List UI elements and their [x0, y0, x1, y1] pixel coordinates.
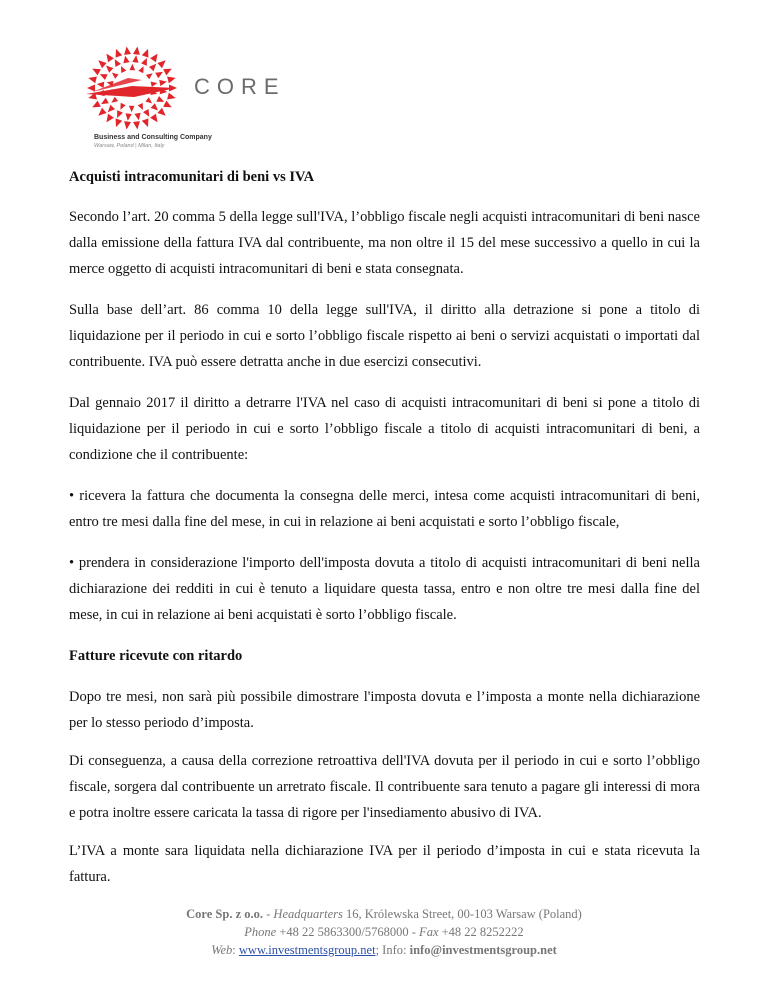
logo-ray [98, 108, 106, 116]
logo-ray [159, 80, 167, 86]
page-footer: Core Sp. z o.o. - Headquarters 16, Królewska Street, 00-103 Warsaw (Poland) Phone +48 22 5863300/5768000 - Fax +48 22 8252222 Web: www.investmentsgroup.net; Info: info@investmentsgroup.net [186, 907, 582, 957]
footer-phone-label: Phone [244, 925, 277, 939]
logo-ray [117, 110, 123, 118]
logo-ray [143, 109, 149, 117]
footer-web-link[interactable]: www.investmentsgroup.net [238, 943, 376, 957]
logo-ray [150, 54, 158, 63]
logo-ray [106, 54, 114, 63]
logo-ray [134, 113, 140, 121]
paragraph-6: L’IVA a monte sara liquidata nella dichiarazione IVA per il periodo d’imposta in cui e stata ricevuta la fattura. [69, 843, 700, 885]
logo-ray [142, 118, 149, 127]
footer-email[interactable]: info@investmentsgroup.net [409, 943, 557, 957]
section-subtitle: Fatture ricevute con ritardo [69, 648, 243, 664]
logo-ray [157, 108, 165, 116]
logo-ray [149, 64, 156, 71]
footer-info-label: Info: [382, 943, 407, 957]
logo-ray [142, 49, 149, 58]
logo-ray [157, 60, 165, 68]
logo-ray [163, 69, 172, 76]
logo-ray [151, 103, 158, 110]
logo-ray [132, 55, 138, 63]
logo-ray [92, 69, 101, 76]
logo-wordmark: CORE [194, 74, 286, 99]
logo-ray [167, 93, 176, 100]
document-body [69, 164, 700, 890]
logo-ray [92, 101, 101, 108]
logo-ray [155, 72, 163, 78]
logo-ray [97, 82, 105, 88]
logo-subline: Warsaw, Poland | Milan, Italy [94, 143, 165, 149]
logo-ray [111, 97, 118, 103]
logo-ray [123, 56, 129, 64]
logo-ray [98, 60, 106, 68]
logo-ray [100, 74, 108, 80]
paragraph-2: Sulla base dell’art. 86 comma 10 della legge sull'IVA, il diritto alla detrazione si pone a titolo di liquidazione per il periodo in cui e sorto l’obbligo fiscale rispetto ai beni o servizi acquistati o importati dal contribuente. IVA può essere detratta anche in due esercizi consecutivi. [69, 302, 700, 370]
logo-ray [138, 66, 143, 73]
document-title: Acquisti intracomunitari di beni vs IVA [69, 169, 315, 185]
logo-ray [133, 121, 140, 129]
logo-ray [108, 105, 115, 112]
logo-ray [124, 121, 131, 129]
bullet-2: • prendera in considerazione l'importo dell'imposta dovuta a titolo di acquisti intracomunitari di beni nella dichiarazione dei redditi in cui è tenuto a liquidare questa tassa, entro e non oltre tre mesi dalla fine del mese, in cui in relazione ai beni acquistati è sorto l’obbligo fiscale. [69, 555, 700, 623]
footer-fax-label: - Fax [411, 925, 439, 939]
logo-tagline: Business and Consulting Company [94, 134, 212, 141]
logo-ray [150, 114, 158, 123]
paragraph-5: Di conseguenza, a causa della correzione retroattiva dell'IVA dovuta per il periodo in cui e sorto l’obbligo fiscale, sorgera dal contribuente un arretrato fiscale. Il contribuente sara tenuto a pagare gli interessi di mora e potra inoltre essere caricata la tassa di rigore per l'insediamento abusivo di IVA. [69, 753, 700, 821]
logo-ray [124, 47, 131, 55]
logo-ray [115, 59, 121, 67]
logo-ray [112, 73, 119, 79]
logo-ray [151, 82, 158, 87]
paragraph-1: Secondo l’art. 20 comma 5 della legge sull'IVA, l’obbligo fiscale negli acquisti intracomunitari di beni nasce dalla emissione della fattura IVA dal contribuente, ma non oltre il 15 del mese successivo a quello in cui la merce oggetto di acquisti intracomunitari di beni e stata consegnata. [69, 209, 700, 277]
logo-ray [120, 103, 125, 110]
logo-ray [133, 47, 140, 55]
logo-ray [138, 103, 143, 110]
logo-ray [106, 114, 114, 123]
footer-company: Core Sp. z o.o. [186, 907, 263, 921]
logo-ray [163, 101, 172, 108]
logo-ray [156, 96, 164, 102]
logo-ray [101, 98, 109, 104]
footer-address: 16, Królewska Street, 00-103 Warsaw (Poland) [345, 907, 582, 921]
paragraph-3: Dal gennaio 2017 il diritto a detrarre l'IVA nel caso di acquisti intracomunitari di beni si pone a titolo di liquidazione per il periodo in cui e sorto l’obbligo fiscale a titolo di acquisti intracomunitari di beni, a condizione che il contribuente: [69, 395, 700, 463]
core-sunburst-icon [72, 42, 192, 137]
logo-ray [145, 97, 152, 103]
logo-ray [130, 64, 136, 70]
logo-ray [146, 73, 153, 79]
logo-ray [126, 113, 132, 121]
logo-ray [106, 66, 113, 73]
company-logo [72, 42, 286, 162]
bullet-1: • ricevera la fattura che documenta la consegna delle merci, intesa come acquisti intracomunitari di beni, entro tre mesi dalla fine del mese, in cui in relazione ai beni acquistati e sorto l’obbligo fiscale, [69, 488, 700, 530]
logo-ray [121, 66, 126, 73]
logo-ray [116, 49, 123, 58]
logo-ray [116, 118, 123, 127]
footer-phone: +48 22 5863300/5768000 [279, 925, 409, 939]
logo-ray [129, 106, 135, 112]
logo-ray [87, 85, 95, 92]
paragraph-4: Dopo tre mesi, non sarà più possibile dimostrare l'imposta dovuta e l’imposta a monte nella dichiarazione per lo stesso periodo d’imposta. [69, 689, 700, 731]
footer-fax: +48 22 8252222 [441, 925, 524, 939]
footer-hq-label: - Headquarters [266, 907, 343, 921]
logo-ray [88, 77, 97, 84]
logo-ray [167, 77, 176, 84]
logo-ray [141, 58, 147, 66]
footer-web-label: Web [211, 943, 233, 957]
